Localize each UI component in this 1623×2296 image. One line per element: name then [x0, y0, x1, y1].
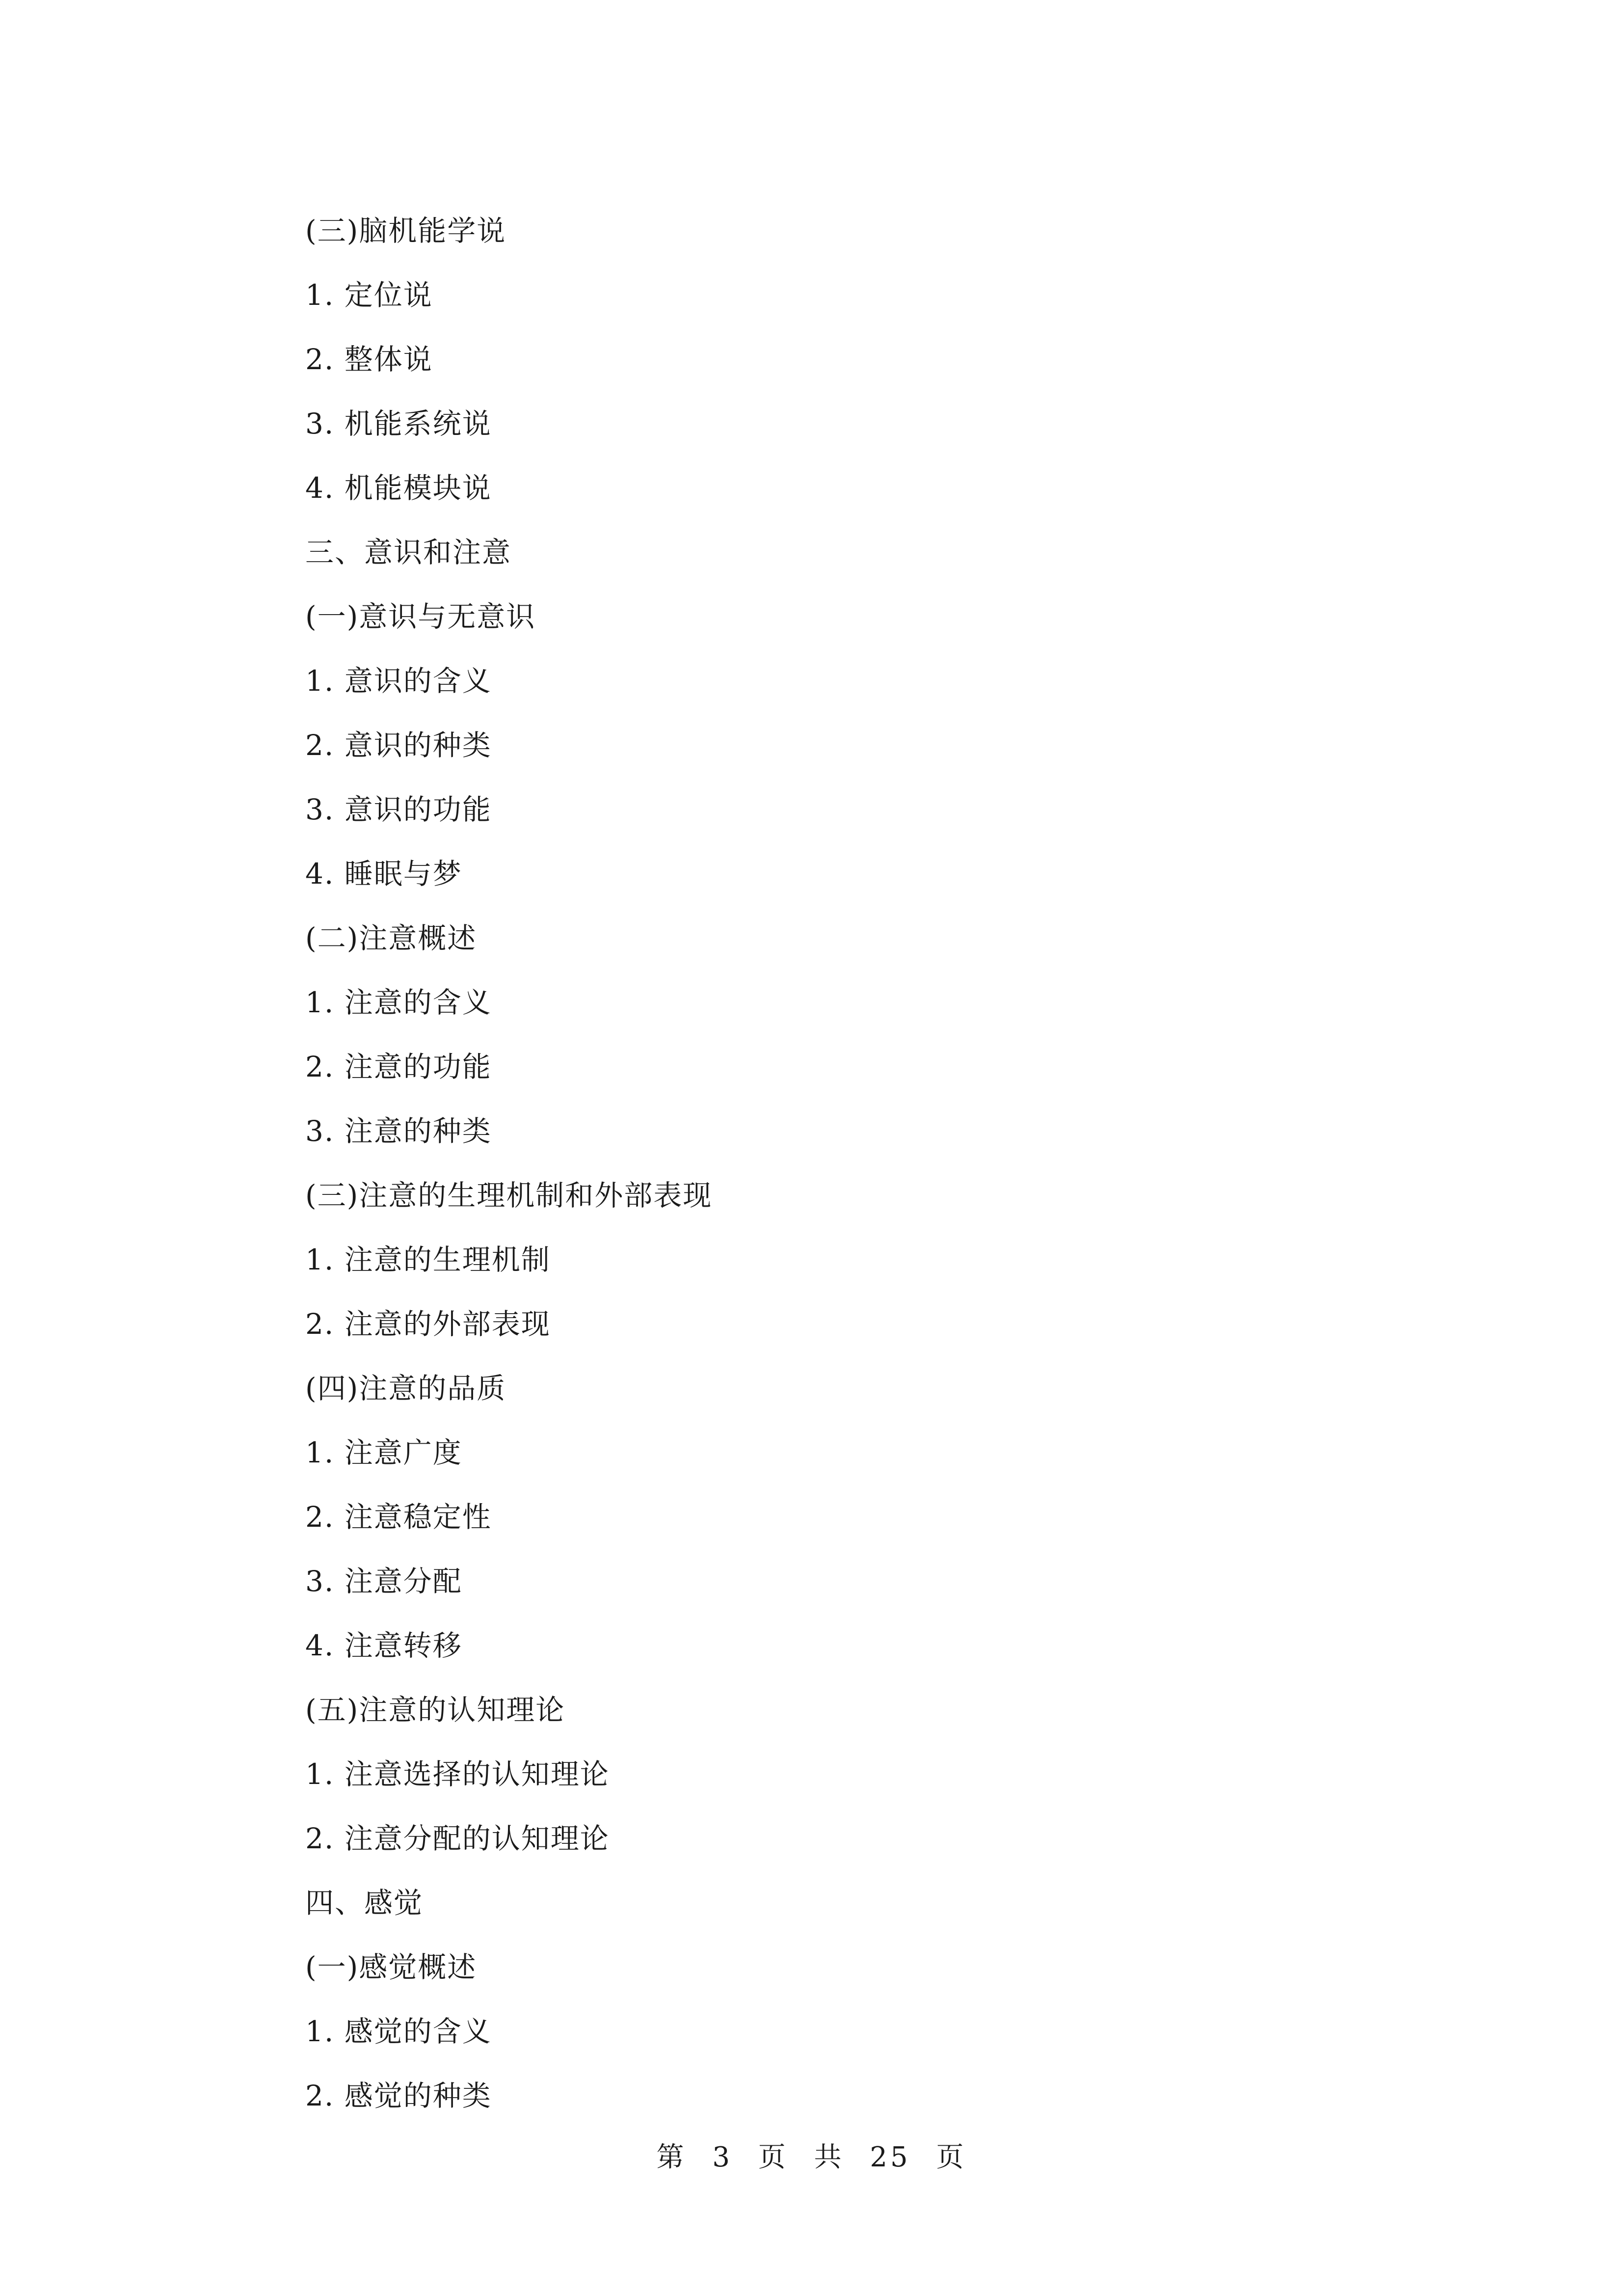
- outline-item: 1. 注意选择的认知理论: [305, 1757, 610, 1791]
- footer-prefix: 第: [656, 2141, 687, 2173]
- outline-item: 1. 定位说: [305, 278, 433, 312]
- footer-total-word: 共: [814, 2141, 845, 2173]
- outline-item: 四、感觉: [305, 1886, 424, 1919]
- outline-item: 2. 意识的种类: [305, 729, 492, 762]
- outline-item: 1. 意识的含义: [305, 664, 492, 698]
- outline-item: 2. 整体说: [305, 343, 433, 376]
- outline-item: (三)脑机能学说: [305, 214, 506, 247]
- outline-item: 4. 注意转移: [305, 1629, 462, 1662]
- outline-item: 3. 注意分配: [305, 1565, 462, 1598]
- outline-item: (三)注意的生理机制和外部表现: [305, 1179, 713, 1212]
- outline-item: 1. 感觉的含义: [305, 2015, 492, 2048]
- outline-item: 2. 注意的功能: [305, 1050, 492, 1083]
- outline-item: 1. 注意的含义: [305, 986, 492, 1019]
- outline-item: 3. 意识的功能: [305, 793, 492, 826]
- outline-item: (二)注意概述: [305, 921, 477, 955]
- outline-item: 2. 注意分配的认知理论: [305, 1822, 610, 1855]
- outline-item: (四)注意的品质: [305, 1372, 506, 1405]
- page-footer: [0, 2135, 1623, 2175]
- outline-item: 2. 感觉的种类: [305, 2079, 492, 2112]
- footer-suffix: 页: [936, 2141, 967, 2173]
- outline-item: 2. 注意稳定性: [305, 1500, 492, 1534]
- outline-item: 2. 注意的外部表现: [305, 1307, 551, 1341]
- outline-item: (一)意识与无意识: [305, 600, 536, 633]
- outline-item: 3. 注意的种类: [305, 1114, 492, 1148]
- footer-page-word: 页: [758, 2141, 789, 2173]
- outline-item: (一)感觉概述: [305, 1950, 477, 1984]
- outline-item: 三、意识和注意: [305, 536, 512, 569]
- outline-item: 1. 注意的生理机制: [305, 1243, 551, 1276]
- outline-item: 3. 机能系统说: [305, 407, 492, 440]
- outline-item: 4. 机能模块说: [305, 471, 492, 505]
- page-number: 3: [712, 2141, 733, 2173]
- outline-item: 1. 注意广度: [305, 1436, 462, 1469]
- outline-item: 4. 睡眠与梦: [305, 857, 462, 891]
- outline-list: [305, 206, 712, 2135]
- total-pages: 25: [870, 2141, 911, 2173]
- outline-item: (五)注意的认知理论: [305, 1693, 565, 1727]
